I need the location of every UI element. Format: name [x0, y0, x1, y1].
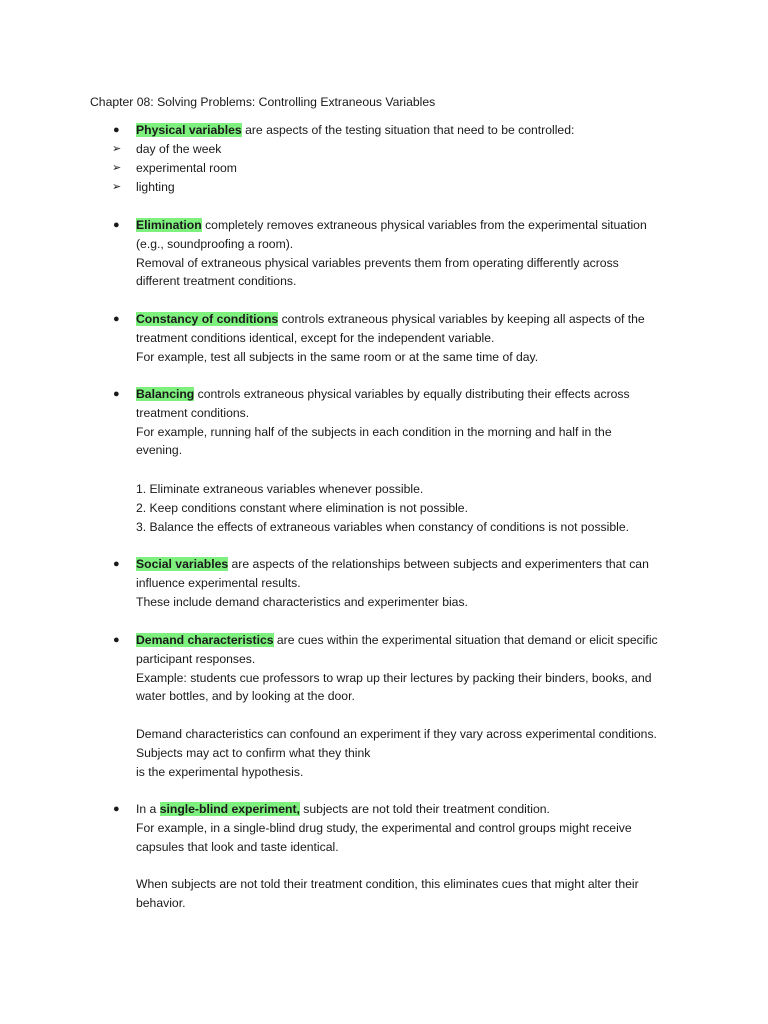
list-item: ➢ day of the week — [136, 140, 696, 159]
bullet-icon: ● — [113, 558, 120, 570]
arrow-bullet-icon: ➢ — [112, 162, 122, 174]
bullet-icon: ● — [113, 634, 120, 646]
numbered-item: 3. Balance the effects of extraneous variables when constancy of conditions is not possible. — [136, 519, 629, 534]
bullet-icon: ● — [113, 803, 120, 815]
highlighted-term: Social variables — [136, 557, 229, 571]
list-item: ➢ lighting — [136, 178, 696, 197]
chapter-title: Chapter 08: Solving Problems: Controlling Extraneous Variables — [90, 95, 436, 109]
social-variables-item: ● Social variables are aspects of the relationships between subjects and experimenters that can influence experimental results. These include demand characteristics and experimenter bias. — [113, 557, 649, 609]
numbered-item: 1. Eliminate extraneous variables whenever possible. — [136, 482, 424, 496]
arrow-bullet-icon: ➢ — [112, 143, 122, 155]
demand-paragraph: Demand characteristics can confound an experiment if they vary across experimental conditions. Subjects may act to confirm what they think is the experimental hypothesis. — [136, 727, 657, 779]
single-blind-item: ● In a single-blind experiment, subjects are not told their treatment condition. For example, in a single-blind drug study, the experimental and control groups might receive capsules that look and taste identical. — [113, 802, 632, 854]
bullet-icon: ● — [113, 124, 120, 136]
highlighted-term: Demand characteristics — [136, 633, 274, 647]
numbered-list — [136, 480, 696, 536]
list-item: ➢ experimental room — [136, 159, 696, 178]
highlighted-term: Physical variables — [136, 123, 242, 137]
physical-variables-item: ● Physical variables are aspects of the testing situation that need to be controlled: — [136, 121, 696, 140]
bullet-icon: ● — [113, 219, 120, 231]
bullet-icon: ● — [113, 313, 120, 325]
arrow-bullet-icon: ➢ — [112, 181, 122, 193]
bullet-icon: ● — [113, 388, 120, 400]
single-blind-paragraph: When subjects are not told their treatment condition, this eliminates cues that might alter their behavior. — [136, 877, 639, 910]
highlighted-term: Balancing — [136, 387, 195, 401]
elimination-item: ● Elimination completely removes extraneous physical variables from the experimental situation (e.g., soundproofing a room). Removal of extraneous physical variables prevents them from operating differently across different treatment conditions. — [113, 218, 647, 289]
balancing-item: ● Balancing controls extraneous physical variables by equally distributing their effects across treatment conditions. For example, running half of the subjects in each condition in the morning and half in the evening. — [113, 387, 630, 458]
highlighted-term: single-blind experiment, — [159, 802, 300, 816]
numbered-item: 2. Keep conditions constant where elimination is not possible. — [136, 500, 468, 515]
highlighted-term: Constancy of conditions — [136, 312, 279, 326]
constancy-item: ● Constancy of conditions controls extraneous physical variables by keeping all aspects of the treatment conditions identical, except for the independent variable. For example, test all subjects in the same room or at the same time of day. — [113, 312, 645, 364]
highlighted-term: Elimination — [136, 218, 202, 232]
demand-characteristics-item: ● Demand characteristics are cues within the experimental situation that demand or elicit specific participant responses. Example: students cue professors to wrap up their lectures by packing their binders, books, and water bottles, and by looking at the door. — [113, 633, 658, 704]
